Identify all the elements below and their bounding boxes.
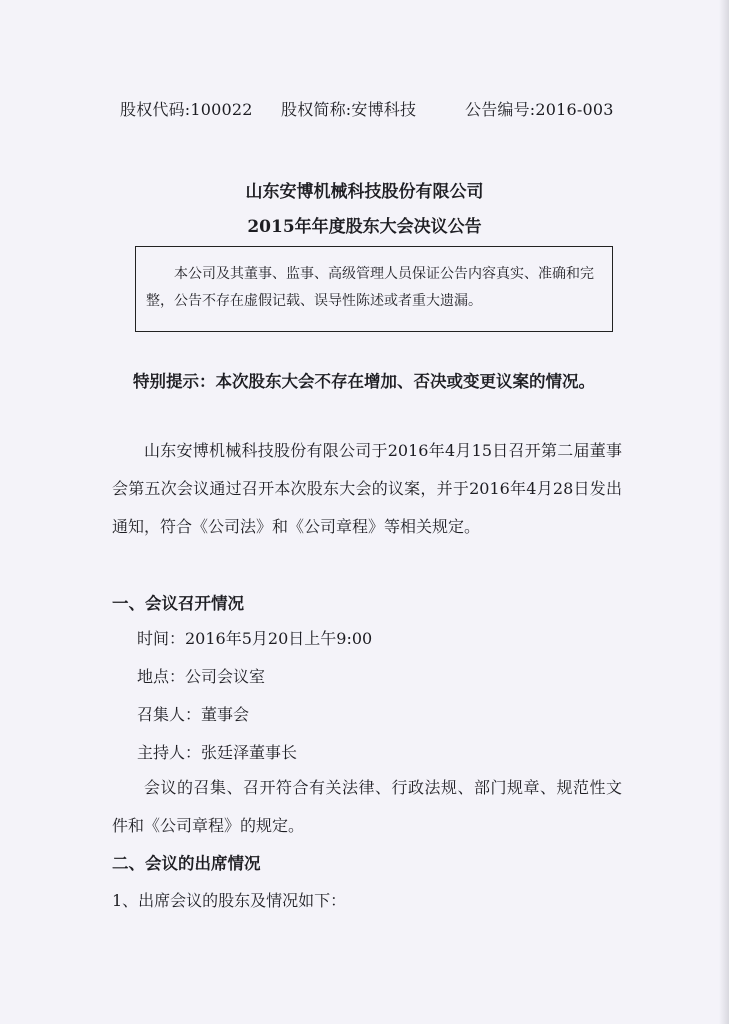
- compliance-paragraph: 会议的召集、召开符合有关法律、行政法规、部门规章、规范性文件和《公司章程》的规定。: [112, 778, 622, 835]
- section-1-heading: 一、会议召开情况: [112, 594, 244, 613]
- meeting-time: 时间：2016年5月20日上午9:00: [137, 629, 373, 648]
- section-2-heading: 二、会议的出席情况: [112, 854, 261, 873]
- notice-number: 公告编号:2016-003: [465, 100, 614, 119]
- meeting-place: 地点：公司会议室: [137, 667, 266, 686]
- company-title: 山东安博机械科技股份有限公司: [245, 182, 484, 202]
- stock-code: 股权代码:100022: [120, 100, 253, 119]
- meeting-convener: 召集人：董事会: [137, 705, 250, 724]
- special-hint: 特别提示：本次股东大会不存在增加、否决或变更议案的情况。: [133, 372, 595, 391]
- announcement-title: 2015年年度股东大会决议公告: [247, 217, 482, 237]
- intro-paragraph: 山东安博机械科技股份有限公司于2016年4月15日召开第二届董事会第五次会议通过召开本次股东大会的议案，并于2016年4月28日发出通知，符合《公司法》和《公司章程》等相关规定。: [112, 441, 622, 536]
- meeting-host: 主持人：张廷泽董事长: [137, 743, 298, 762]
- disclaimer-box: [135, 246, 613, 332]
- stock-short-name: 股权简称:安博科技: [281, 100, 417, 119]
- scan-edge: [719, 0, 729, 1024]
- disclaimer-text: 本公司及其董事、监事、高级管理人员保证公告内容真实、准确和完整，公告不存在虚假记载、误导性陈述或者重大遗漏。: [146, 266, 594, 309]
- attendance-item-1: 1、出席会议的股东及情况如下：: [112, 891, 347, 910]
